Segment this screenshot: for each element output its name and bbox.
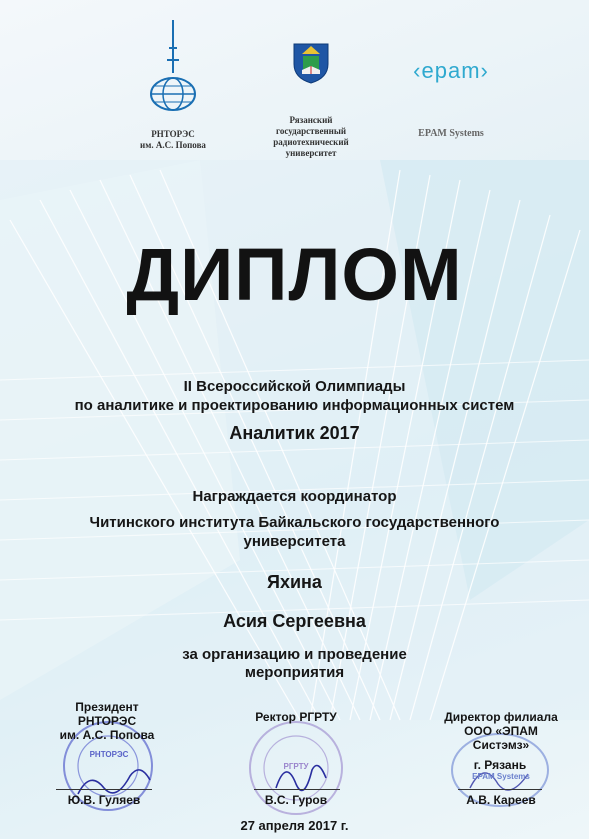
issue-date: 27 апреля 2017 г. bbox=[240, 818, 349, 833]
reason-line-1: за организацию и проведение bbox=[182, 646, 407, 663]
signer-1-name: Ю.В. Гуляев bbox=[67, 793, 141, 807]
rgrtu-caption-1: Рязанский bbox=[289, 115, 333, 125]
rgrtu-caption-3: радиотехнический bbox=[273, 137, 349, 147]
signer-1-title bbox=[52, 700, 162, 742]
recipient-surname: Яхина bbox=[267, 572, 322, 592]
rgrtu-caption-2: государственный bbox=[275, 126, 347, 136]
award-line-3: университета bbox=[243, 533, 346, 550]
event-line-3: Аналитик 2017 bbox=[229, 423, 360, 443]
recipient-given-name: Асия Сергеевна bbox=[223, 611, 366, 631]
award-line-2: Читинского института Байкальского государственного bbox=[89, 514, 500, 531]
stamp-rgrtu-text: РГРТУ bbox=[283, 762, 309, 771]
rtores-caption-2: им. А.С. Попова bbox=[140, 140, 206, 150]
signer-3-city: г. Рязань bbox=[473, 758, 527, 772]
signer-1-title-line-2: РНТОРЭС bbox=[77, 714, 137, 728]
shield-icon bbox=[290, 40, 332, 84]
diploma-title: ДИПЛОМ bbox=[126, 233, 463, 316]
award-line-1: Награждается координатор bbox=[192, 488, 397, 505]
signer-3-title-line-1: Директор филиала bbox=[444, 710, 558, 724]
event-line-2: по аналитике и проектированию информационных систем bbox=[74, 397, 515, 414]
signer-3-title-line-2: ООО «ЭПАМ bbox=[464, 724, 538, 738]
epam-logo bbox=[396, 58, 506, 139]
rtores-caption-1: РНТОРЭС bbox=[151, 129, 195, 139]
epam-caption: EPAM Systems bbox=[418, 128, 484, 139]
tower-globe-icon bbox=[143, 18, 203, 118]
signer-2-line bbox=[254, 789, 340, 790]
rgrtu-caption-4: университет bbox=[285, 148, 337, 158]
rtores-logo bbox=[118, 18, 228, 151]
signer-1-line bbox=[56, 789, 152, 790]
rgrtu-logo bbox=[256, 40, 366, 159]
signer-1-title-line-3: им. А.С. Попова bbox=[59, 728, 155, 742]
stamp-rtores-text: РНТОРЭС bbox=[89, 750, 129, 759]
event-line-1: II Всероссийской Олимпиады bbox=[183, 378, 406, 395]
signer-2-name: В.С. Гуров bbox=[264, 793, 328, 807]
signer-2-title: Ректор РГРТУ bbox=[255, 710, 337, 724]
stamp-epam-text: EPAM Systems bbox=[472, 772, 530, 781]
signer-3-title-line-3: Систэмз» bbox=[472, 738, 530, 752]
signer-3-name: А.В. Кареев bbox=[466, 793, 536, 807]
epam-wordmark: ‹epam› bbox=[413, 58, 489, 83]
signer-3-title bbox=[436, 710, 566, 752]
signer-1-title-line-1: Президент bbox=[75, 700, 139, 714]
signer-3-line bbox=[458, 789, 542, 790]
reason-line-2: мероприятия bbox=[244, 664, 345, 681]
